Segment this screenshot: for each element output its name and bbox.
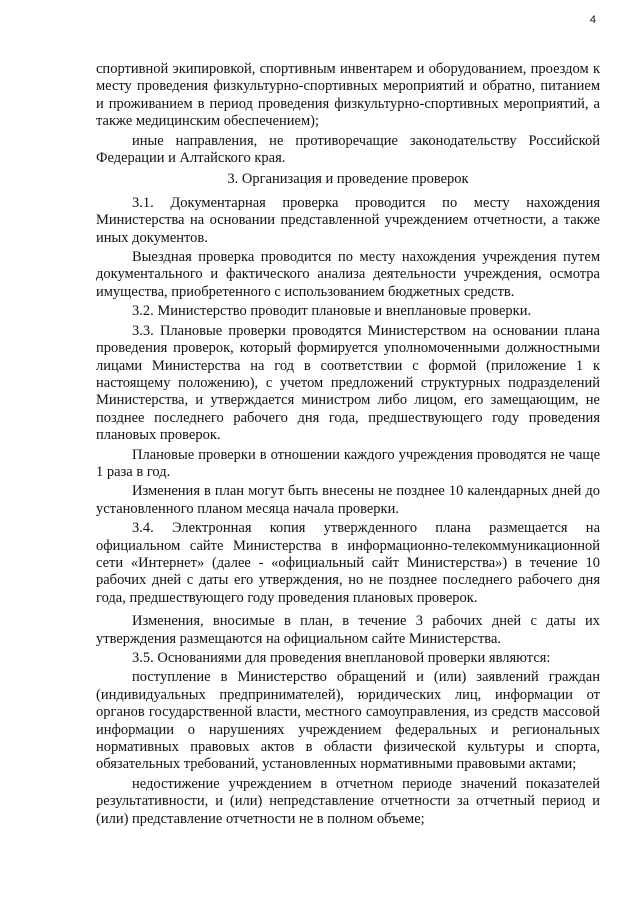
paragraph-frequency: Плановые проверки в отношении каждого учреждения проводятся не чаще 1 раза в год. bbox=[96, 446, 600, 480]
section-heading: 3. Организация и проведение проверок bbox=[227, 171, 469, 188]
paragraph-3-3: 3.3. Плановые проверки проводятся Министерством на основании плана проведения проверок, который формируется уполномоченными должностными лицами Министерства на год в соответствии с формой (приложение 1 к настоящему положению), с учетом предложений структурных подразделений Министерства, и утверждается министром либо лицом, его замещающим, не позднее последнего рабочего дня года, предшествующего году проведения плановых проверок. bbox=[96, 322, 600, 444]
paragraph-3-4: 3.4. Электронная копия утвержденного плана размещается на официальном сайте Министерства в информационно-телекоммуникационной сети «Интернет» (далее - «официальный сайт Министерства») в течение 10 рабочих дней с даты его утверждения, но не позднее последнего рабочего дня года, предшествующего году проведения плановых проверок. bbox=[96, 520, 600, 606]
page-number: 4 bbox=[589, 14, 596, 26]
paragraph-equipment: спортивной экипировкой, спортивным инвентарем и оборудованием, проездом к месту проведения физкультурно-спортивных мероприятий и обратно, питанием и проживанием в период проведения физкультурно-спортивных мероприятий, а также медицинским обеспечением); bbox=[96, 61, 600, 130]
paragraph-3-5: 3.5. Основаниями для проведения внеплановой проверки являются: bbox=[132, 650, 551, 666]
document-body bbox=[96, 61, 600, 830]
paragraph-3-1: 3.1. Документарная проверка проводится по месту нахождения Министерства на основании представленной учреждением отчетности, а также иных документов. bbox=[96, 194, 600, 246]
paragraph-plan-changes-publication: Изменения, вносимые в план, в течение 3 рабочих дней с даты их утверждения размещаются на официальном сайте Министерства. bbox=[96, 613, 600, 647]
paragraph-complaints: поступление в Министерство обращений и (или) заявлений граждан (индивидуальных предпринимателей), юридических лиц, информации от органов государственной власти, местного самоуправления, из средств массовой информации о нарушениях учреждением федеральных и региональных нормативных правовых актов в области физической культуры и спорта, обязательных требований, установленных нормативными правовыми актами; bbox=[96, 669, 600, 773]
paragraph-non-achievement: недостижение учреждением в отчетном периоде значений показателей результативности, и (или) непредставление отчетности за отчетный период и (или) представление отчетности не в полном объеме; bbox=[96, 775, 600, 827]
paragraph-3-2: 3.2. Министерство проводит плановые и внеплановые проверки. bbox=[132, 303, 532, 320]
paragraph-other-directions: иные направления, не противоречащие законодательству Российской Федерации и Алтайского края. bbox=[96, 132, 600, 167]
paragraph-onsite-inspection: Выездная проверка проводится по месту нахождения учреждения путем документального и фактического анализа деятельности учреждения, осмотра имущества, приобретенного с использованием бюджетных средств. bbox=[96, 249, 600, 300]
paragraph-plan-changes: Изменения в план могут быть внесены не позднее 10 календарных дней до установленного планом месяца начала проверки. bbox=[96, 483, 600, 517]
